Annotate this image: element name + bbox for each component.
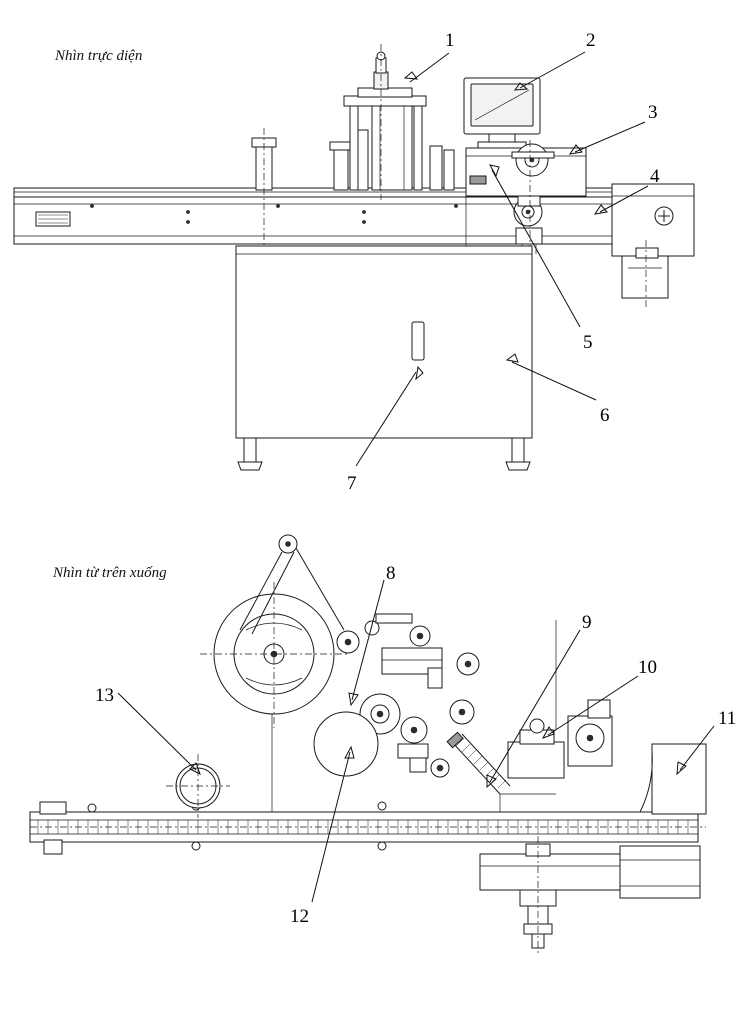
callout-label-2: 2 bbox=[586, 30, 596, 51]
leader-2 bbox=[520, 52, 585, 88]
callout-label-1: 1 bbox=[445, 30, 455, 51]
callout-label-12: 12 bbox=[290, 906, 309, 927]
top-view-group bbox=[30, 535, 706, 956]
callout-label-4: 4 bbox=[650, 166, 660, 187]
front-view-group bbox=[14, 44, 694, 470]
view-label-front: Nhìn trực diện bbox=[55, 48, 143, 64]
callout-label-6: 6 bbox=[600, 405, 610, 426]
callout-label-5: 5 bbox=[583, 332, 593, 353]
callout-label-13: 13 bbox=[95, 685, 114, 706]
callout-label-9: 9 bbox=[582, 612, 592, 633]
callout-label-10: 10 bbox=[638, 657, 657, 678]
callout-label-7: 7 bbox=[347, 473, 357, 494]
leader-13 bbox=[118, 693, 196, 770]
callout-label-8: 8 bbox=[386, 563, 396, 584]
callout-label-3: 3 bbox=[648, 102, 658, 123]
leader-3 bbox=[575, 122, 645, 152]
callout-label-11: 11 bbox=[718, 708, 737, 729]
view-label-top: Nhìn từ trên xuống bbox=[53, 565, 167, 581]
